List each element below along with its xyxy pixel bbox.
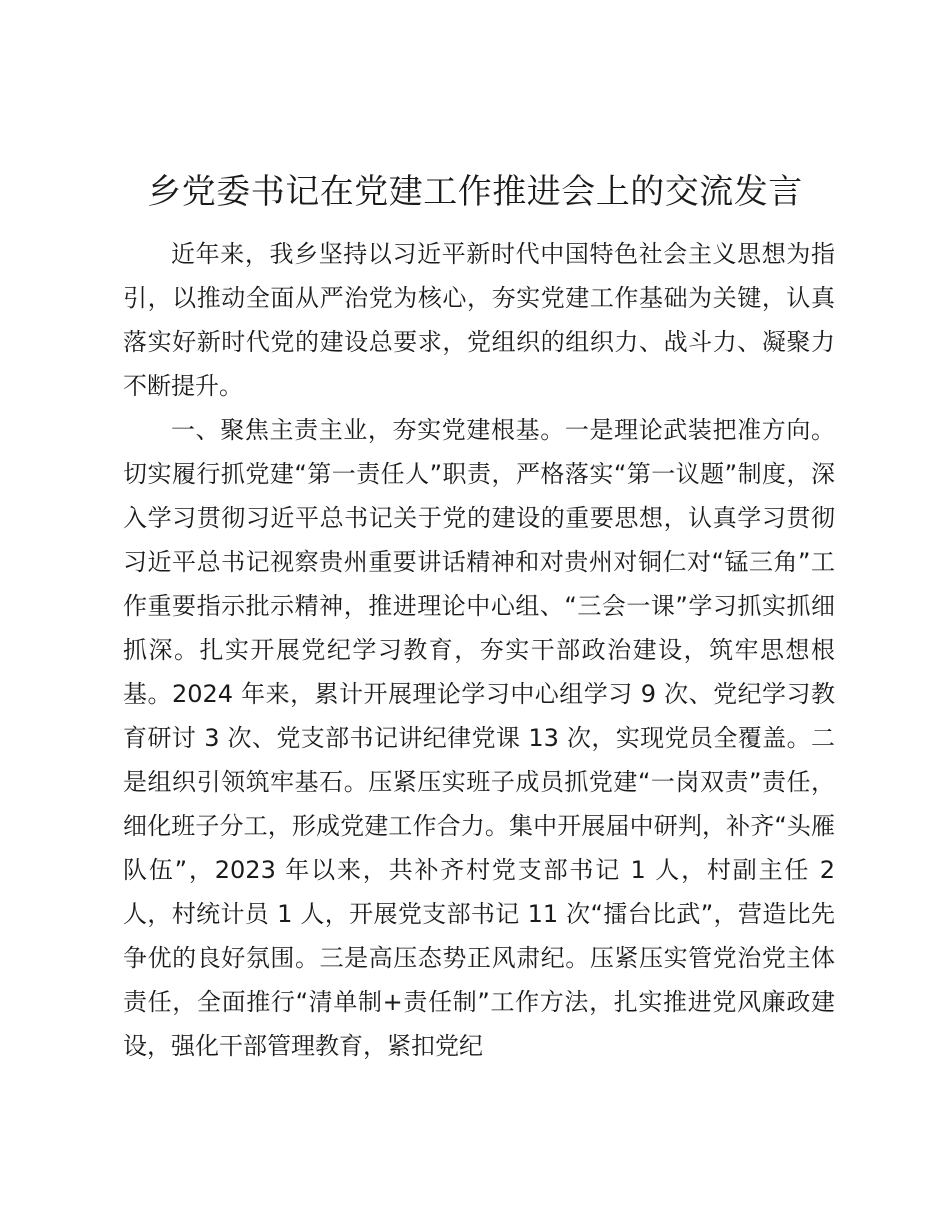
paragraph-section-one: 一、聚焦主责主业，夯实党建根基。一是理论武装把准方向。切实履行抓党建“第一责任人”职责，严格落实“第一议题”制度，深入学习贯彻习近平总书记关于党的建设的重要思想，认真学习贯彻习近平总书记视察贵州重要讲话精神和对贵州对铜仁对“锰三角”工作重要指示批示精神，推进理论中心组、“三会一课”学习抓实抓细抓深。扎实开展党纪学习教育，夯实干部政治建设，筑牢思想根基。2024 年来，累计开展理论学习中心组学习 9 次、党纪学习教育研讨 3 次、党支部书记讲纪律党课 13 次，实现党员全覆盖。二是组织引领筑牢基石。压紧压实班子成员抓党建“一岗双责”责任，细化班子分工，形成党建工作合力。集中开展届中研判，补齐“头雁队伍”，2023 年以来，共补齐村党支部书记 1 人，村副主任 2 人，村统计员 1 人，开展党支部书记 11 次“擂台比武”，营造比先争优的良好氛围。三是高压态势正风肃纪。压紧压实管党治党主体责任，全面推行“清单制+责任制”工作方法，扎实推进党风廉政建设，强化干部管理教育，紧扣党纪 <box>123 416 835 1060</box>
document-body <box>123 232 835 1068</box>
paragraph-intro: 近年来，我乡坚持以习近平新时代中国特色社会主义思想为指引，以推动全面从严治党为核心，夯实党建工作基础为关键，认真落实好新时代党的建设总要求，党组织的组织力、战斗力、凝聚力不断提升。 <box>123 240 835 400</box>
document-title: 乡党委书记在党建工作推进会上的交流发言 <box>147 172 803 212</box>
